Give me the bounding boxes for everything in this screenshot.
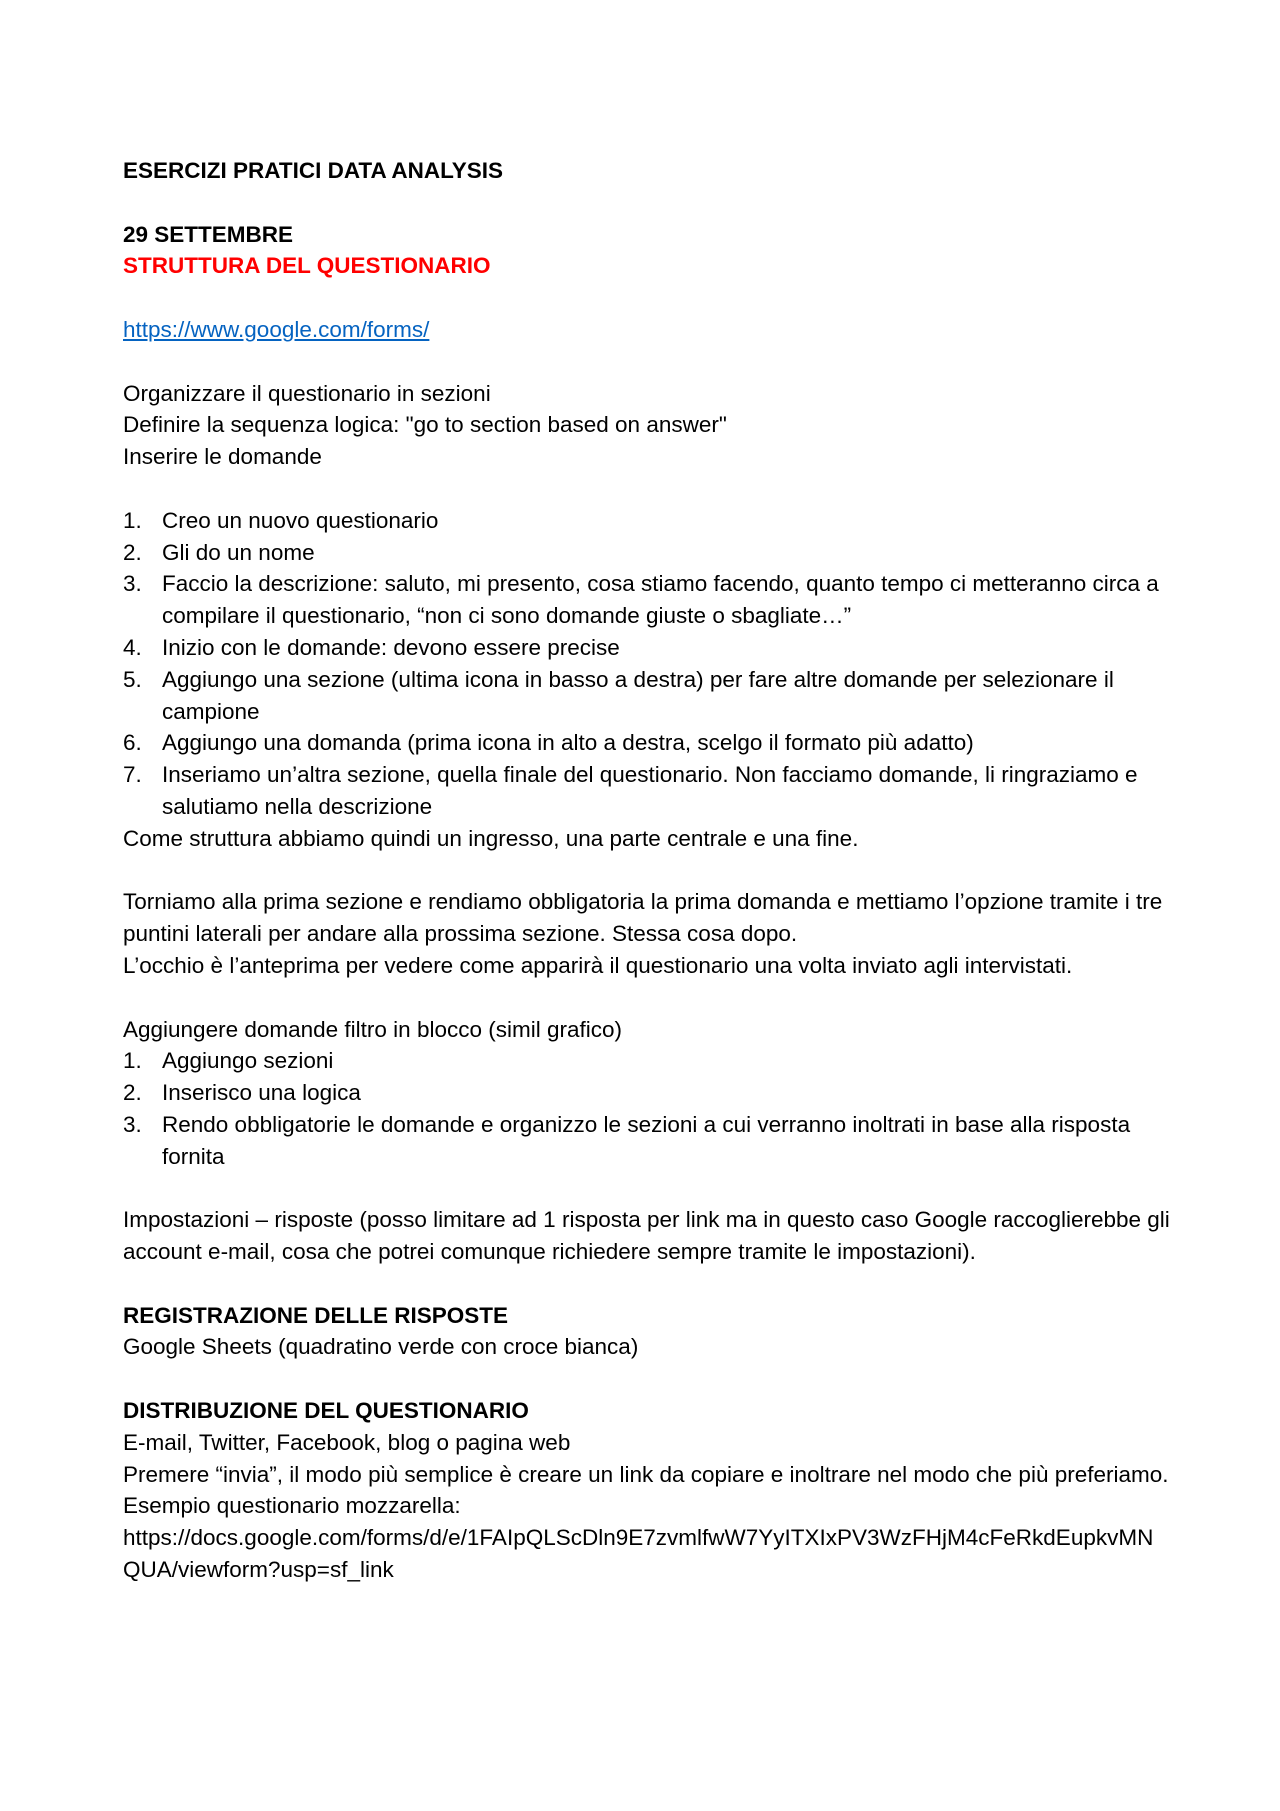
list-item [123,1077,1183,1109]
document-title: ESERCIZI PRATICI DATA ANALYSIS [123,158,504,183]
list-number: 5. [123,666,142,692]
distribution-heading: DISTRIBUZIONE DEL QUESTIONARIO [123,1398,529,1424]
spacer [123,982,1183,1014]
list-item-text: Rendo obbligatorie le domande e organizzo le sezioni a cui verranno inoltrati in base alla risposta fornita [162,1111,1131,1169]
list-number: 7. [123,762,142,788]
spacer [123,346,1183,378]
settings-paragraph: Impostazioni – risposte (posso limitare ad 1 risposta per link ma in questo caso Google raccoglierebbe gli account e-mail, cosa che potrei comunque richiedere sempre tramite le impostazioni). [123,1207,1170,1265]
list-number: 2. [123,1080,142,1106]
return-paragraph: Torniamo alla prima sezione e rendiamo obbligatoria la prima domanda e mettiamo l’opzione tramite i tre puntini laterali per andare alla prossima sezione. Stessa cosa dopo. [123,889,1163,947]
filter-heading: Aggiungere domande filtro in blocco (simil grafico) [123,1016,622,1042]
spacer [123,855,1183,887]
distribution-text: Premere “invia”, il modo più semplice è creare un link da copiare e inoltrare nel modo che più preferiamo. [123,1461,1169,1487]
list-item [123,759,1183,823]
spacer [123,1363,1183,1395]
steps-list [123,505,1183,823]
list-number: 4. [123,634,142,660]
list-item-text: Faccio la descrizione: saluto, mi presento, cosa stiamo facendo, quanto tempo ci metteranno circa a compilare il questionario, “non ci sono domande giuste o sbagliate…” [162,571,1159,629]
list-item [123,727,1183,759]
spacer [123,1268,1183,1300]
list-number: 2. [123,539,142,565]
list-item [123,632,1183,664]
intro-line: Inserire le domande [123,444,322,470]
list-number: 6. [123,730,142,756]
intro-line: Definire la sequenza logica: "go to section based on answer" [123,412,727,438]
example-url: https://docs.google.com/forms/d/e/1FAIpQLScDln9E7zvmlfwW7YyITXIxPV3WzFHjM4cFeRkdEupkvMNQUA/viewform?usp=sf_link [123,1525,1154,1583]
list-item [123,568,1183,632]
spacer [123,1173,1183,1205]
distribution-channels: E-mail, Twitter, Facebook, blog o pagina web [123,1429,571,1455]
spacer [123,473,1183,505]
list-number: 3. [123,571,142,597]
spacer [123,282,1183,314]
list-item [123,664,1183,728]
list-item-text: Gli do un nome [162,539,315,565]
list-number: 1. [123,507,142,533]
structure-line: Come struttura abbiamo quindi un ingresso, una parte centrale e una fine. [123,825,859,851]
list-item-text: Inserisco una logica [162,1080,361,1106]
list-item [123,1045,1183,1077]
document-page [123,155,1183,1586]
google-forms-link[interactable]: https://www.google.com/forms/ [123,316,430,342]
list-item-text: Aggiungo sezioni [162,1048,334,1074]
section-title: STRUTTURA DEL QUESTIONARIO [123,253,491,279]
list-item-text: Inseriamo un’altra sezione, quella finale del questionario. Non facciamo domande, li ringraziamo e salutiamo nella descrizione [162,762,1138,819]
preview-line: L’occhio è l’anteprima per vedere come apparirà il questionario una volta inviato agli intervistati. [123,952,1073,978]
registration-heading: REGISTRAZIONE DELLE RISPOSTE [123,1302,509,1328]
example-label: Esempio questionario mozzarella: [123,1493,461,1519]
intro-line: Organizzare il questionario in sezioni [123,380,491,406]
list-number: 1. [123,1048,142,1074]
list-item [123,537,1183,569]
list-item-text: Aggiungo una sezione (ultima icona in basso a destra) per fare altre domande per selezionare il campione [162,666,1114,724]
spacer [123,187,1183,219]
list-number: 3. [123,1111,142,1137]
list-item-text: Aggiungo una domanda (prima icona in alto a destra, scelgo il formato più adatto) [162,730,974,756]
registration-text: Google Sheets (quadratino verde con croce bianca) [123,1334,639,1360]
list-item [123,505,1183,537]
date-heading: 29 SETTEMBRE [123,221,294,247]
list-item [123,1109,1183,1173]
filter-steps-list [123,1045,1183,1172]
list-item-text: Inizio con le domande: devono essere precise [162,634,620,660]
list-item-text: Creo un nuovo questionario [162,507,439,533]
